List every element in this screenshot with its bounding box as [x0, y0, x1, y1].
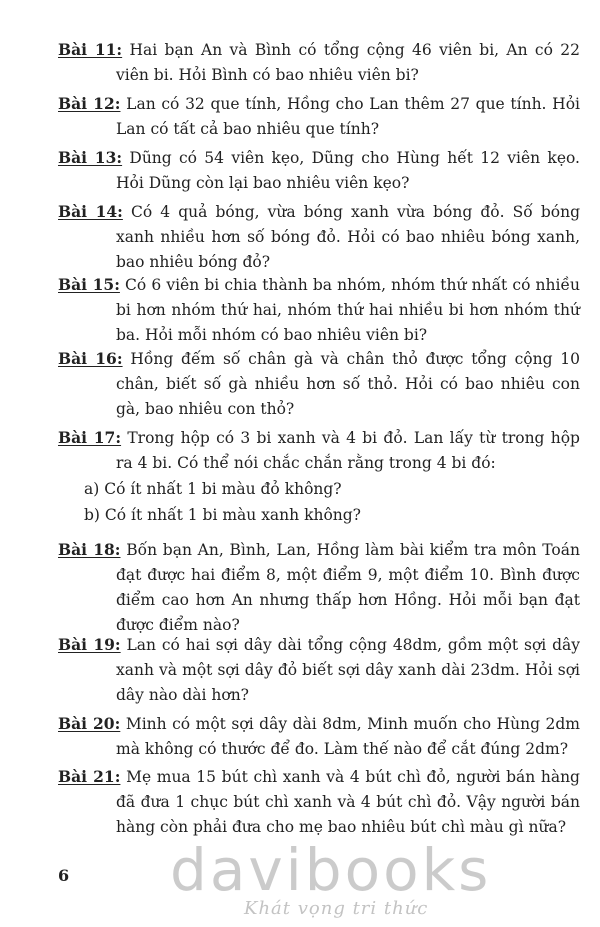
- problem-label: Bài 20:: [58, 714, 121, 733]
- problem-text: Có 4 quả bóng, vừa bóng xanh vừa bóng đỏ. Số bóng xanh nhiều hơn số bóng đỏ. Hỏi có bao nhiêu bóng xanh, bao nhiêu bóng đỏ?: [116, 203, 580, 271]
- problem-text: Hồng đếm số chân gà và chân thỏ được tổng cộng 10 chân, biết số gà nhiều hơn số thỏ. Hỏi có bao nhiêu con gà, bao nhiêu con thỏ?: [116, 350, 580, 418]
- problem-label: Bài 21:: [58, 767, 121, 786]
- problem-17-option-a: a) Có ít nhất 1 bi màu đỏ không?: [84, 480, 342, 498]
- problem-text: Minh có một sợi dây dài 8dm, Minh muốn cho Hùng 2dm mà không có thước để đo. Làm thế nào để cắt đúng 2dm?: [116, 715, 580, 758]
- problem-text: Trong hộp có 3 bi xanh và 4 bi đỏ. Lan lấy từ trong hộp ra 4 bi. Có thể nói chắc chắn rằng trong 4 bi đó:: [116, 429, 580, 472]
- problem-15: [58, 272, 580, 348]
- problem-label: Bài 16:: [58, 349, 123, 368]
- problem-18: [58, 537, 580, 638]
- page-number: 6: [58, 866, 70, 885]
- problem-text: Bốn bạn An, Bình, Lan, Hồng làm bài kiểm tra môn Toán đạt được hai điểm 8, một điểm 9, một điểm 10. Bình được điểm cao hơn An nhưng thấp hơn Hồng. Hỏi mỗi bạn đạt được điểm nào?: [116, 541, 580, 634]
- problem-text: Có 6 viên bi chia thành ba nhóm, nhóm thứ nhất có nhiều bi hơn nhóm thứ hai, nhóm thứ hai nhiều bi hơn nhóm thứ ba. Hỏi mỗi nhóm có bao nhiêu viên bi?: [116, 276, 580, 344]
- problem-20: [58, 711, 580, 762]
- problem-19: [58, 632, 580, 708]
- problem-17: [58, 425, 580, 476]
- watermark-logo: davibooks: [170, 836, 492, 904]
- problem-17-option-b: b) Có ít nhất 1 bi màu xanh không?: [84, 506, 361, 524]
- watermark-tagline: Khát vọng tri thức: [244, 898, 429, 919]
- problem-label: Bài 17:: [58, 428, 122, 447]
- problem-16: [58, 346, 580, 422]
- problem-label: Bài 19:: [58, 635, 121, 654]
- problem-11: [58, 37, 580, 88]
- problem-label: Bài 12:: [58, 94, 121, 113]
- problem-label: Bài 14:: [58, 202, 123, 221]
- problem-label: Bài 11:: [58, 40, 123, 59]
- problem-text: Mẹ mua 15 bút chì xanh và 4 bút chì đỏ, người bán hàng đã đưa 1 chục bút chì xanh và 4 bút chì đỏ. Vậy người bán hàng còn phải đưa cho mẹ bao nhiêu bút chì màu gì nữa?: [116, 768, 580, 836]
- problem-text: Dũng có 54 viên kẹo, Dũng cho Hùng hết 12 viên kẹo. Hỏi Dũng còn lại bao nhiêu viên kẹo?: [116, 149, 580, 192]
- problem-label: Bài 15:: [58, 275, 120, 294]
- problem-12: [58, 91, 580, 142]
- problem-text: Lan có 32 que tính, Hồng cho Lan thêm 27 que tính. Hỏi Lan có tất cả bao nhiêu que tính?: [116, 95, 580, 138]
- problem-label: Bài 18:: [58, 540, 121, 559]
- problem-text: Hai bạn An và Bình có tổng cộng 46 viên bi, An có 22 viên bi. Hỏi Bình có bao nhiêu viên bi?: [116, 41, 580, 84]
- problem-14: [58, 199, 580, 275]
- problem-13: [58, 145, 580, 196]
- problem-21: [58, 764, 580, 840]
- problem-text: Lan có hai sợi dây dài tổng cộng 48dm, gồm một sợi dây xanh và một sợi dây đỏ biết sợi dây xanh dài 23dm. Hỏi sợi dây nào dài hơn?: [116, 636, 580, 704]
- problem-label: Bài 13:: [58, 148, 123, 167]
